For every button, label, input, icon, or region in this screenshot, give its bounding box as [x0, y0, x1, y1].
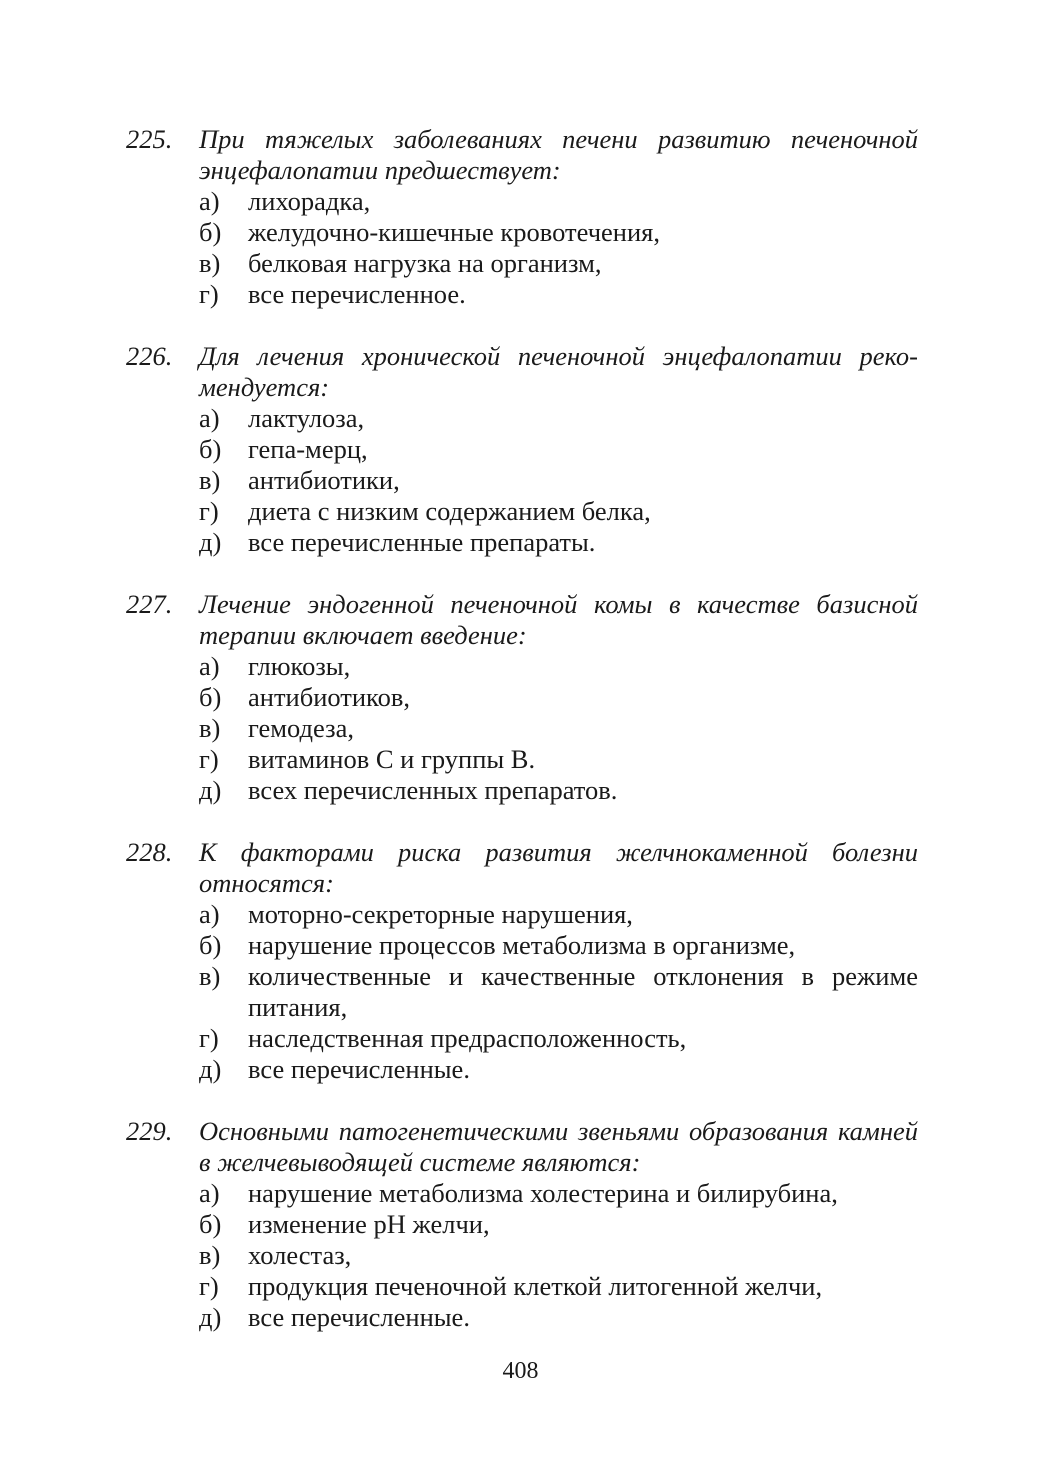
option-letter: а)	[199, 899, 220, 929]
option-text: антибиотики,	[248, 465, 400, 495]
option-text: нарушение метаболизма холестерина и билирубина,	[248, 1178, 838, 1208]
answer-option	[126, 1023, 918, 1054]
answer-option	[126, 1178, 918, 1209]
option-letter: в)	[199, 1240, 221, 1270]
option-letter: а)	[199, 651, 220, 681]
option-letter: в)	[199, 713, 221, 743]
answer-option	[126, 279, 918, 310]
question-number: 225.	[126, 124, 173, 154]
option-text: все перечисленные препараты.	[248, 527, 596, 557]
answer-option	[126, 248, 918, 279]
option-text: нарушение процессов метаболизма в организме,	[248, 930, 796, 960]
answer-option	[126, 744, 918, 775]
question-item	[126, 1116, 918, 1333]
option-text: всех перечисленных препаратов.	[248, 775, 618, 805]
option-letter: г)	[199, 1023, 219, 1053]
option-text: моторно-секреторные нарушения,	[248, 899, 633, 929]
option-letter: б)	[199, 930, 222, 960]
question-number: 226.	[126, 341, 173, 371]
answer-options	[126, 1178, 918, 1333]
question-text	[126, 341, 918, 403]
option-text: все перечисленные.	[248, 1302, 470, 1332]
question-prompt: К факторами риска развития желчнокаменной болезни относятся:	[199, 837, 918, 898]
answer-option	[126, 899, 918, 930]
option-text: продукция печеночной клеткой литогенной желчи,	[248, 1271, 823, 1301]
question-number: 227.	[126, 589, 173, 619]
option-letter: г)	[199, 496, 219, 526]
option-text: желудочно-кишечные кровотечения,	[248, 217, 660, 247]
option-text: антибиотиков,	[248, 682, 410, 712]
option-text: изменение рН желчи,	[248, 1209, 490, 1239]
question-number: 228.	[126, 837, 173, 867]
question-prompt: При тяжелых заболеваниях печени развитию печеночной энцефалопатии предшествует:	[199, 124, 918, 185]
answer-option	[126, 682, 918, 713]
option-letter: а)	[199, 403, 220, 433]
question-text	[126, 1116, 918, 1178]
answer-option	[126, 713, 918, 744]
option-letter: а)	[199, 1178, 220, 1208]
option-letter: д)	[199, 527, 222, 557]
option-text: диета с низким содержанием белка,	[248, 496, 651, 526]
answer-option	[126, 217, 918, 248]
option-text: наследственная предрасположенность,	[248, 1023, 687, 1053]
option-letter: г)	[199, 1271, 219, 1301]
page-number: 408	[502, 1358, 539, 1384]
option-letter: в)	[199, 465, 221, 495]
question-item	[126, 124, 918, 310]
answer-option	[126, 186, 918, 217]
option-letter: а)	[199, 186, 220, 216]
option-text: лихорадка,	[248, 186, 371, 216]
option-letter: г)	[199, 744, 219, 774]
option-letter: д)	[199, 775, 222, 805]
question-list	[126, 124, 918, 1364]
option-letter: д)	[199, 1302, 222, 1332]
option-letter: г)	[199, 279, 219, 309]
answer-option	[126, 465, 918, 496]
option-letter: в)	[199, 248, 221, 278]
answer-options	[126, 899, 918, 1085]
answer-option	[126, 1209, 918, 1240]
answer-option	[126, 434, 918, 465]
answer-option	[126, 961, 918, 1023]
answer-option	[126, 651, 918, 682]
question-prompt: Для лечения хронической печеночной энцефалопатии рекомендуется:	[199, 341, 918, 402]
question-text	[126, 124, 918, 186]
option-letter: д)	[199, 1054, 222, 1084]
answer-options	[126, 186, 918, 310]
option-text: все перечисленное.	[248, 279, 466, 309]
answer-option	[126, 775, 918, 806]
question-item	[126, 837, 918, 1085]
option-letter: б)	[199, 1209, 222, 1239]
answer-option	[126, 1302, 918, 1333]
option-letter: в)	[199, 961, 221, 991]
option-text: белковая нагрузка на организм,	[248, 248, 602, 278]
question-prompt: Лечение эндогенной печеночной комы в качестве базисной терапии включает введение:	[199, 589, 918, 650]
answer-option	[126, 496, 918, 527]
option-text: все перечисленные.	[248, 1054, 470, 1084]
answer-option	[126, 1240, 918, 1271]
answer-option	[126, 930, 918, 961]
answer-options	[126, 651, 918, 806]
question-item	[126, 341, 918, 558]
question-item	[126, 589, 918, 806]
answer-option	[126, 1271, 918, 1302]
option-text: гепа-мерц,	[248, 434, 368, 464]
option-text: количественные и качественные отклонения в режиме питания,	[248, 961, 918, 1022]
question-text	[126, 589, 918, 651]
answer-option	[126, 403, 918, 434]
option-text: глюкозы,	[248, 651, 351, 681]
answer-options	[126, 403, 918, 558]
option-letter: б)	[199, 217, 222, 247]
option-text: гемодеза,	[248, 713, 354, 743]
option-letter: б)	[199, 682, 222, 712]
option-text: витаминов С и группы В.	[248, 744, 536, 774]
question-number: 229.	[126, 1116, 173, 1146]
option-text: лактулоза,	[248, 403, 365, 433]
answer-option	[126, 527, 918, 558]
option-letter: б)	[199, 434, 222, 464]
answer-option	[126, 1054, 918, 1085]
question-text	[126, 837, 918, 899]
option-text: холестаз,	[248, 1240, 352, 1270]
question-prompt: Основными патогенетическими звеньями образования камней в желчевыводящей системе являются:	[199, 1116, 918, 1177]
